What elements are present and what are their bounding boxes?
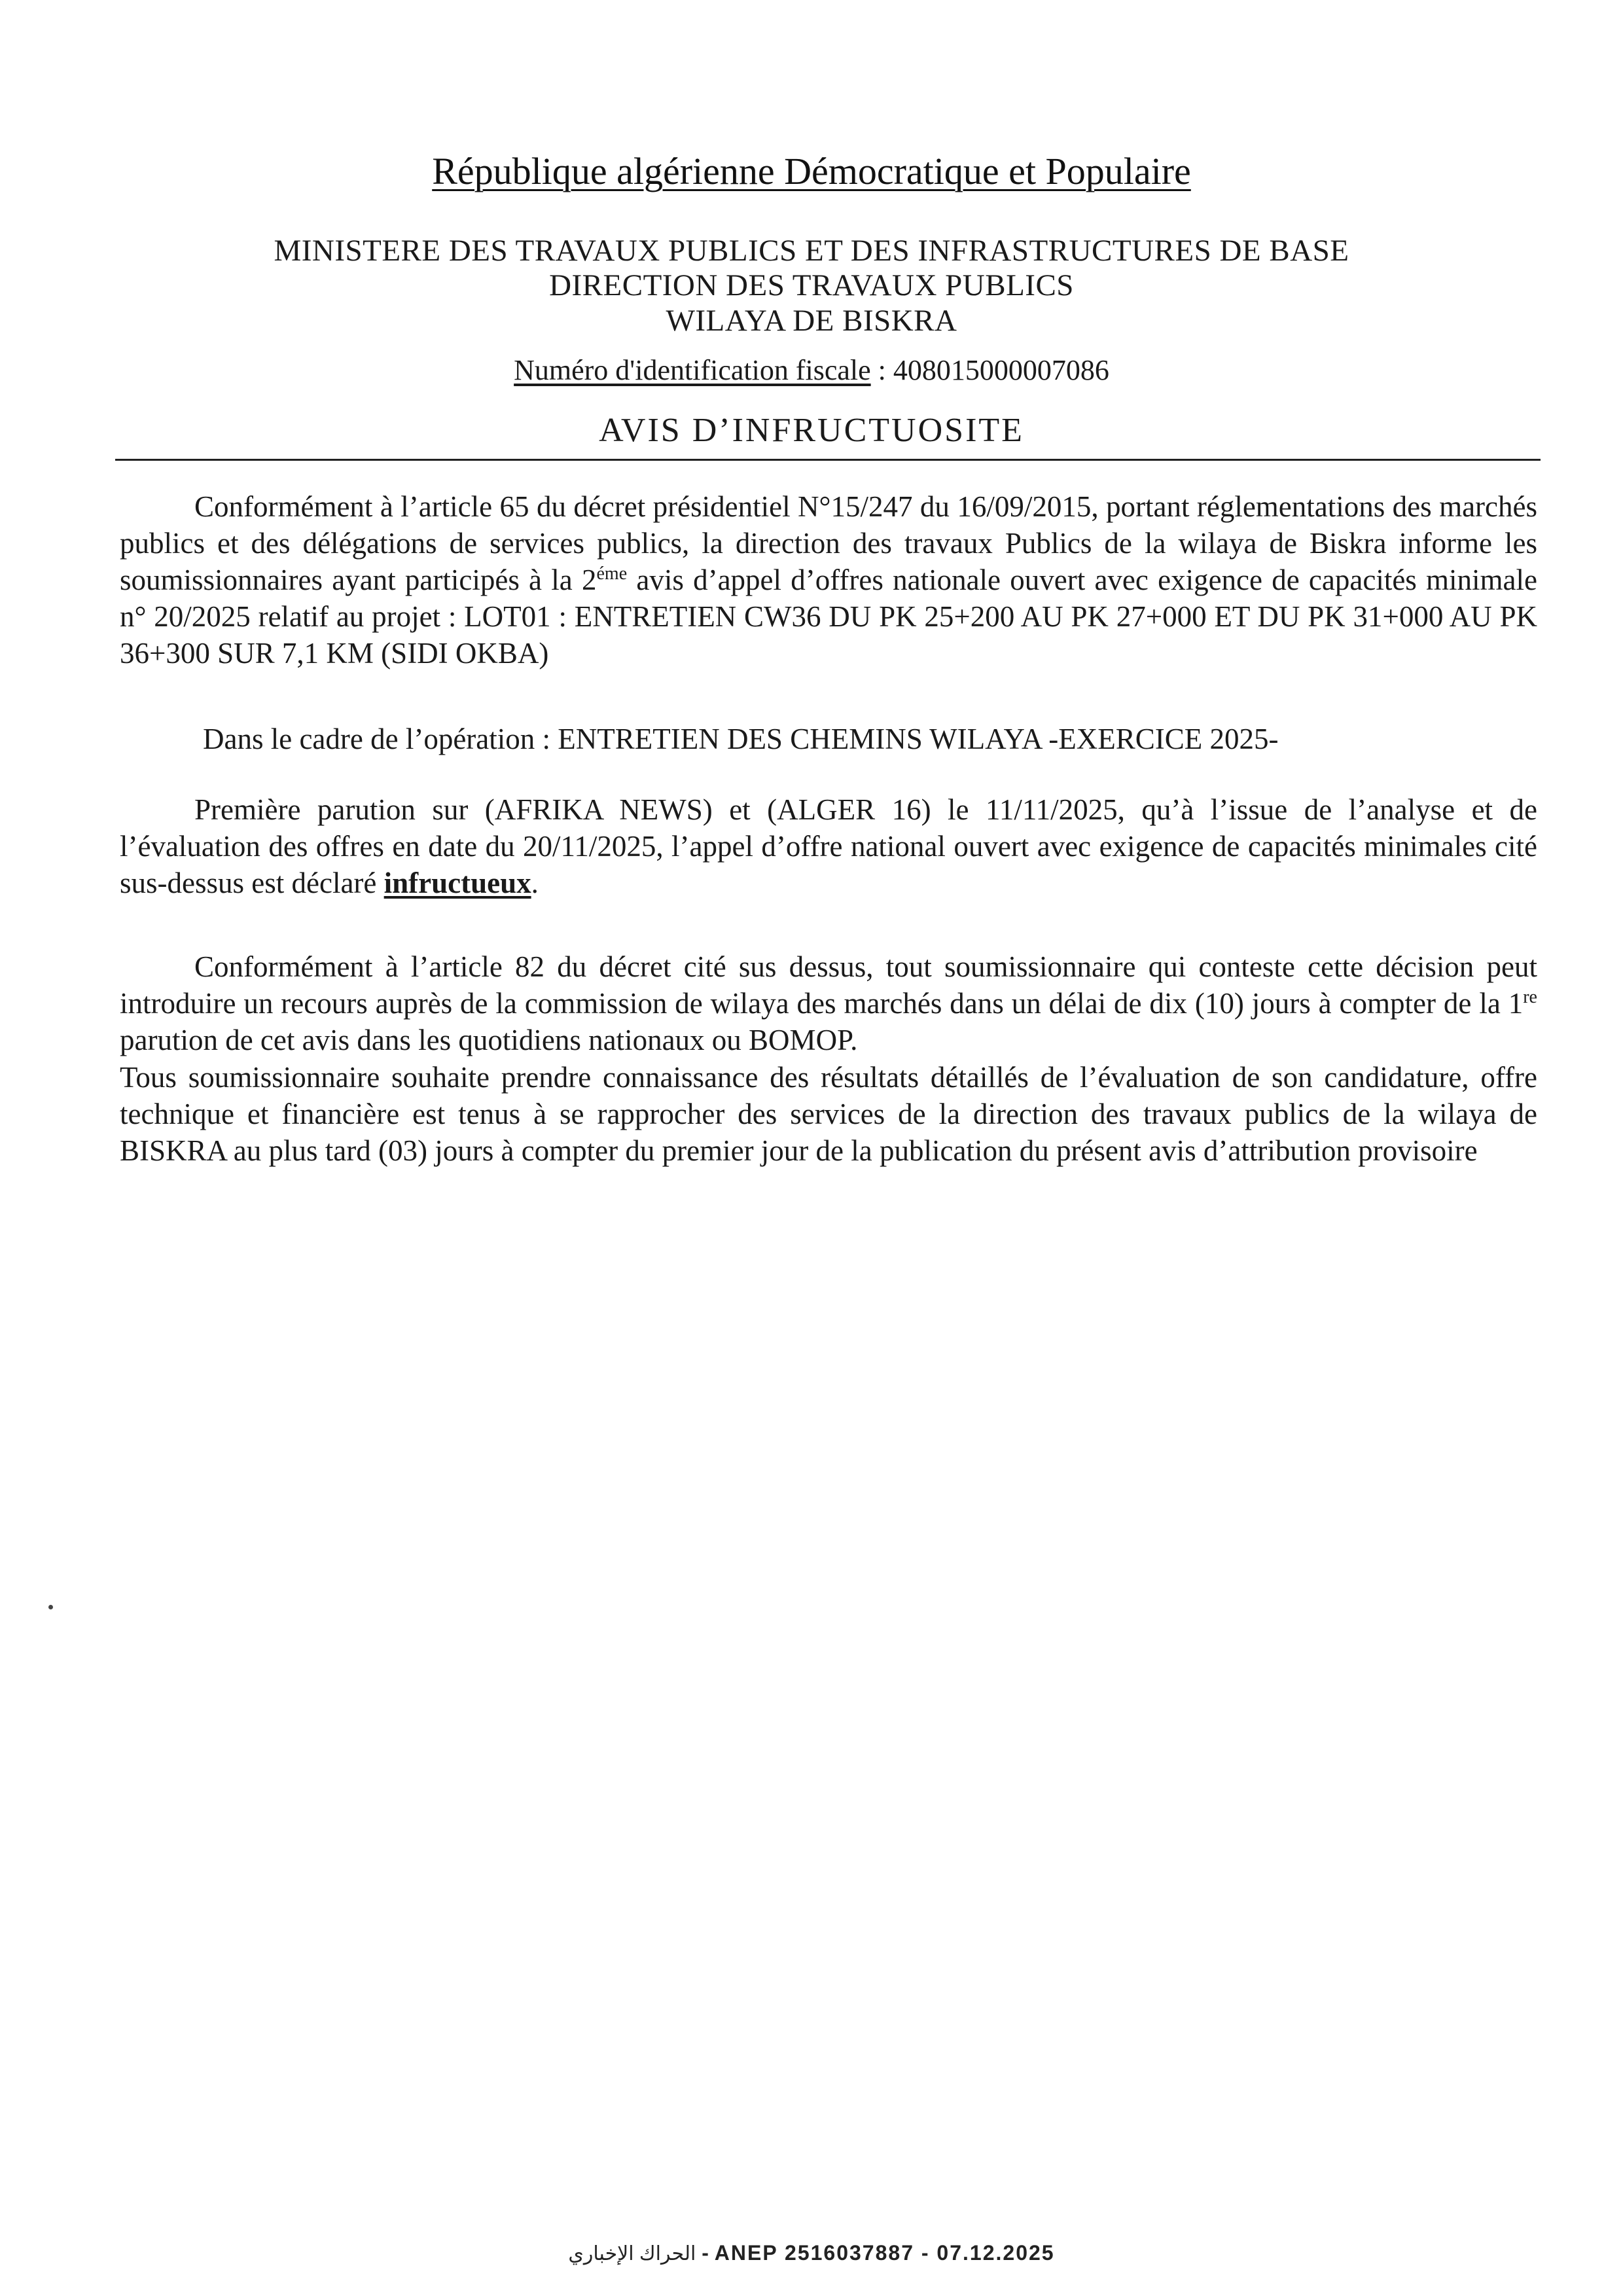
fiscal-id bbox=[0, 353, 1623, 387]
p4-superscript: re bbox=[1523, 987, 1537, 1007]
p3-period: . bbox=[531, 867, 539, 899]
p1-superscript: éme bbox=[596, 564, 628, 584]
title-divider bbox=[115, 459, 1541, 461]
fiscal-id-label: Numéro d'identification fiscale bbox=[514, 354, 871, 386]
p1-text-b: avis d’appel d’offres nationale ouvert avec exigence de capacités minimale n° 20/2025 relatif au projet : LOT01 : ENTRETIEN CW36 DU PK 25+200 AU PK 27+000 ET DU PK 31+000 AU PK 36+300 SUR 7,1 KM (SIDI OKBA) bbox=[120, 564, 1538, 670]
paragraph-operation: Dans le cadre de l’opération : ENTRETIEN DES CHEMINS WILAYA -EXERCICE 2025- bbox=[203, 723, 1279, 755]
paragraph-results: Tous soumissionnaire souhaite prendre connaissance des résultats détaillés de l’évaluation de son candidature, offre technique et financière est tenus à se rapprocher des services de la direction des travaux publics de la wilaya de BISKRA au plus tard (03) jours à compter du premier jour de la publication du présent avis d’attribution provisoire bbox=[120, 1061, 1537, 1167]
notice-title: AVIS D’INFRUCTUOSITE bbox=[599, 412, 1024, 449]
paragraph-article-65 bbox=[120, 488, 1537, 672]
p1-text-a: Conformément à l’article 65 du décret présidentiel N°15/247 du 16/09/2015, portant réglementations des marchés publics et des délégations de services publics, la direction des travaux Publics de la wilaya de Biskra informe les soumissionnaires ayant participés à la 2 bbox=[120, 490, 1537, 596]
paragraph-first-publication bbox=[120, 791, 1537, 901]
infructueux-word: infructueux bbox=[383, 867, 531, 899]
footer-reference bbox=[0, 2241, 1623, 2265]
footer-publication-arabic: الحراك الإخباري bbox=[568, 2243, 696, 2265]
direction-line: DIRECTION DES TRAVAUX PUBLICS bbox=[549, 268, 1074, 302]
p3-text: Première parution sur (AFRIKA NEWS) et (ALGER 16) le 11/11/2025, qu’à l’issue de l’analyse et de l’évaluation des offres en date du 20/11/2025, l’appel d’offre national ouvert avec exigence de capacités minimales cité sus-dessus est déclaré bbox=[120, 793, 1537, 899]
fiscal-id-value: 408015000007086 bbox=[893, 354, 1109, 386]
footer-anep-ref: - ANEP 2516037887 - 07.12.2025 bbox=[696, 2241, 1055, 2265]
republic-heading: République algérienne Démocratique et Populaire bbox=[432, 150, 1191, 192]
fiscal-id-separator: : bbox=[870, 354, 893, 386]
paragraph-article-82 bbox=[120, 948, 1537, 1058]
scan-speck bbox=[48, 1605, 53, 1609]
p4-text-a: Conformément à l’article 82 du décret cité sus dessus, tout soumissionnaire qui conteste cette décision peut introduire un recours auprès de la commission de wilaya des marchés dans un délai de dix (10) jours à compter de la 1 bbox=[120, 950, 1537, 1020]
wilaya-line: WILAYA DE BISKRA bbox=[666, 304, 957, 338]
ministry-line: MINISTERE DES TRAVAUX PUBLICS ET DES INFRASTRUCTURES DE BASE bbox=[274, 234, 1349, 268]
p4-text-b: parution de cet avis dans les quotidiens nationaux ou BOMOP. bbox=[120, 1024, 858, 1056]
